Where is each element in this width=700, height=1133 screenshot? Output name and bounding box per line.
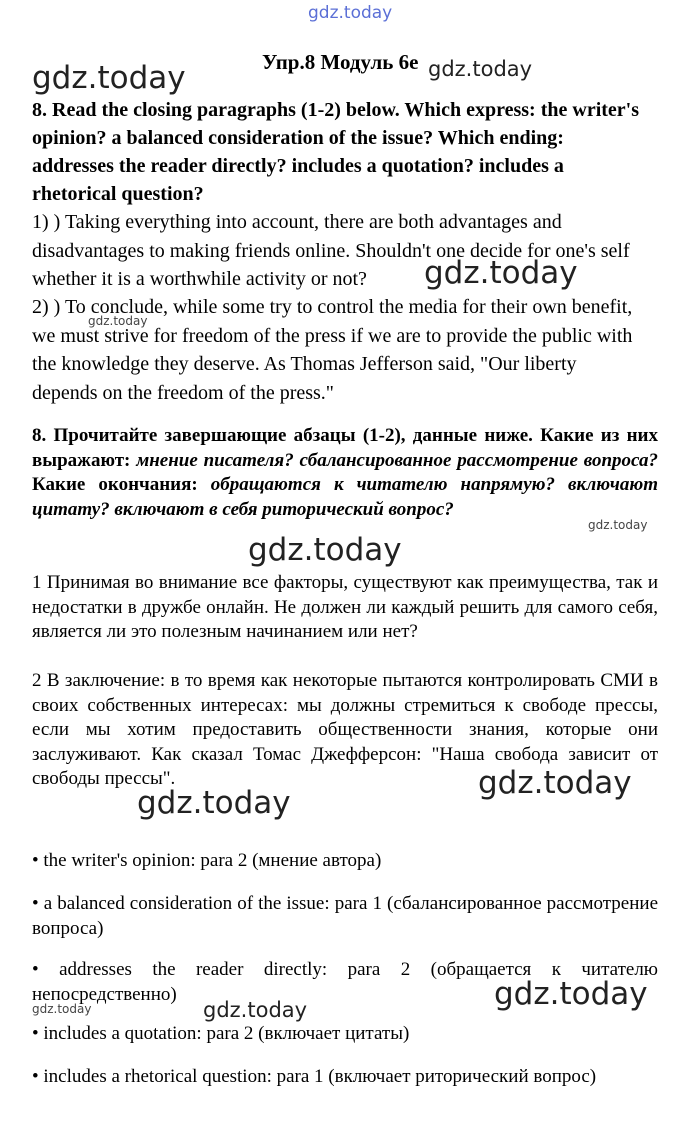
watermark-top: gdz.today bbox=[308, 3, 393, 23]
watermark: gdz.today bbox=[494, 976, 648, 1012]
question-russian-part1: 8. Прочитайте завершающие абзацы (1-2), данные ниже. Какие из них выражают: bbox=[32, 425, 658, 471]
answer-item: • includes a rhetorical question: para 1 (включает риторический вопрос) bbox=[32, 1066, 597, 1087]
watermark: gdz.today bbox=[203, 998, 308, 1022]
paragraph-russian-2: 2 В заключение: в то время как некоторые пытаются контролировать СМИ в своих собственных интересах: мы должны стремиться к свободе прессы, если мы хотим предоставить общественности знания, которые они заслуживают. Как сказал Томас Джефферсон: "Наша свобода зависит от свободы прессы". bbox=[32, 670, 658, 789]
page-title: Упр.8 Модуль 6е bbox=[262, 50, 419, 74]
question-russian-part4: обращаются к читателю напрямую? включают цитату? включают в себя риторический вопрос? bbox=[32, 474, 658, 520]
question-russian-part3: Какие окончания: bbox=[32, 474, 211, 495]
watermark: gdz.today bbox=[32, 1002, 92, 1016]
watermark: gdz.today bbox=[588, 518, 648, 532]
watermark: gdz.today bbox=[88, 314, 148, 328]
answer-item: • includes a quotation: para 2 (включает цитаты) bbox=[32, 1023, 410, 1044]
watermark: gdz.today bbox=[478, 765, 632, 801]
question-english: 8. Read the closing paragraphs (1-2) below. Which express: the writer's opinion? a balanced consideration of the issue? Which ending: addresses the reader directly? includes a quotation? includes a rhetorical question? bbox=[32, 99, 640, 205]
watermark: gdz.today bbox=[248, 532, 402, 568]
paragraph-russian-1: 1 Принимая во внимание все факторы, существуют как преимущества, так и недостатки в дружбе онлайн. Не должен ли каждый решить для самого себя, является ли это полезным начинанием или нет? bbox=[32, 572, 658, 642]
paragraph-english-2: 2) ) To conclude, while some try to control the media for their own benefit, we must strive for freedom of the press if we are to provide the public with the knowledge they deserve. As Thomas Jefferson said, "Our liberty depends on the freedom of the press." bbox=[32, 296, 633, 404]
question-russian-part2: мнение писателя? сбалансированное рассмотрение вопроса? bbox=[136, 449, 658, 471]
answer-item: • the writer's opinion: para 2 (мнение автора) bbox=[32, 850, 382, 871]
paragraph-english-1: 1) ) Taking everything into account, there are both advantages and disadvantages to making friends online. Shouldn't one decide for one's self whether it is a worthwhile activity or not? bbox=[32, 211, 630, 290]
watermark: gdz.today bbox=[137, 785, 291, 821]
answer-item: • a balanced consideration of the issue: para 1 (сбалансированное рассмотрение вопроса) bbox=[32, 893, 658, 939]
watermark: gdz.today bbox=[428, 57, 533, 81]
watermark: gdz.today bbox=[424, 255, 578, 291]
question-russian bbox=[32, 424, 658, 522]
answer-item: • addresses the reader directly: para 2 (обращается к читателю непосредственно) bbox=[32, 959, 658, 1005]
watermark: gdz.today bbox=[32, 60, 186, 96]
